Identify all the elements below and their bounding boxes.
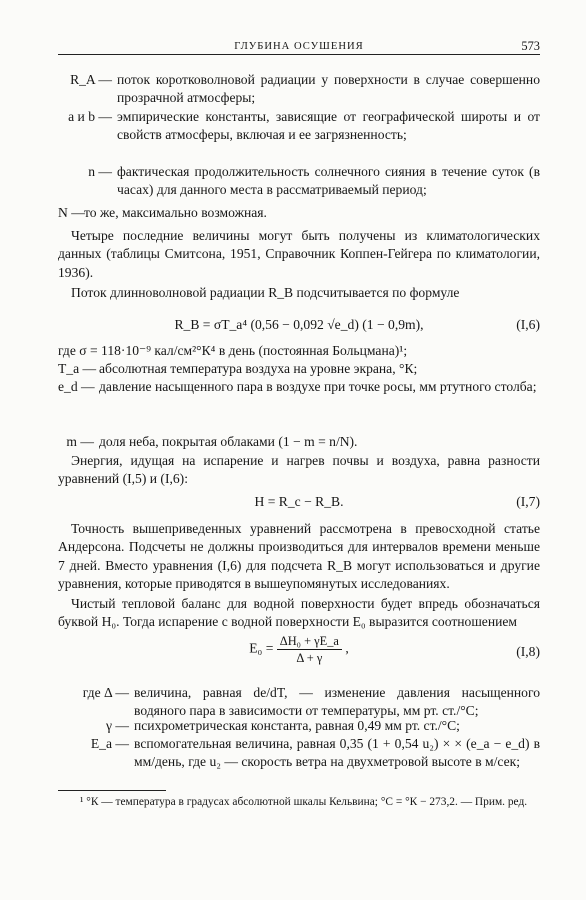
equation-formula: R_B = σT_a⁴ (0,56 − 0,092 √e_d) (1 − 0,9m), [174,317,424,332]
definition-text: величина, равная de/dT, — изменение давления насыщенного водяного пара в зависимости от температуры, мм рт. ст./°С; [134,685,540,719]
header-title: ГЛУБИНА ОСУШЕНИЯ [234,41,364,52]
equation-lhs: E₀ = [249,640,274,656]
definition-N [58,204,540,223]
fraction-numerator: ΔH₀ + γE_a [277,633,342,650]
definition-m [58,433,540,452]
definition-symbol: n — [88,164,112,179]
footnote-rule [58,790,166,791]
footnote: ¹ °К — температура в градусах абсолютной шкалы Кельвина; °С = °К − 273,2. — Прим. ред. [80,796,528,808]
definition-text: доля неба, покрытая облаками (1 − m = n/N). [99,434,358,449]
definition-text: фактическая продолжительность солнечного сияния в течение суток (в часах) для данного места в рассматриваемый период; [117,164,540,198]
definition-symbol: T_a — [58,361,97,376]
definition-text: психрометрическая константа, равная 0,49 мм рт. ст./°С; [134,718,460,733]
equation-number: (I,8) [516,644,540,659]
definition-symbol: γ — [106,718,129,733]
definition-symbol: a и b — [68,109,112,124]
equation-i6 [58,316,540,336]
definition-text: то же, максимально возможная. [84,205,267,220]
definition-symbol: m — [66,434,94,449]
paragraph-energy: Энергия, идущая на испарение и нагрев почвы и воздуха, равна разности уравнений (I,5) и (I,6): [58,453,540,487]
equation-i7 [58,493,540,513]
definition-a-b [58,108,540,163]
definition-symbol: N — [58,205,85,220]
definition-Ta [58,360,540,379]
definition-ra [58,71,540,108]
fraction-denominator: Δ + γ [296,651,323,665]
definition-symbol: R_A — [70,72,112,87]
paragraph-accuracy: Точность вышеприведенных уравнений рассмотрена в превосходной статье Андерсона. Подсчеты не должны производиться для интервалов времени меньше 7 дней. Вместо уравнения (I,6) для подсчета R_B могут использоваться и другие уравнения, которые приводятся в вышеупомянутых исследованиях. [58,521,540,592]
equation-number: (I,6) [516,317,540,332]
definition-text: эмпирические константы, зависящие от географической широты и от свойств атмосферы, включая и ее загрязненность; [117,109,540,143]
definition-text: давление насыщенного пара в воздухе при точке росы, мм ртутного столба; [99,379,537,394]
running-header [58,38,540,55]
definition-text: абсолютная температура воздуха на уровне экрана, °К; [99,361,418,376]
equation-i8 [58,631,540,677]
equation-formula [58,633,540,666]
definition-text: вспомогательная величина, равная 0,35 (1 + 0,54 u₂) × × (e_a − e_d) в мм/день, где u₂ — скорость ветра на двухметровой высоте в м/сек; [134,736,540,770]
page-number: 573 [521,39,540,53]
equation-tail: , [345,640,349,656]
fraction [277,633,342,666]
definition-gamma [58,717,540,736]
definition-symbol: e_d — [58,379,95,394]
definition-ea [58,735,540,790]
paragraph-heat-balance: Чистый тепловой баланс для водной поверхности будет впредь обозначаться буквой H₀. Тогда испарение с водной поверхности E₀ выразится соотношением [58,596,540,630]
equation-formula: H = R_c − R_B. [254,494,344,509]
paragraph-climate-data: Четыре последние величины могут быть получены из климатологических данных (таблицы Смитсона, 1951, Справочник Коппен-Гейгера по климатологии, 1936). [58,228,540,280]
definition-symbol: где Δ — [82,685,129,700]
definition-symbol: E_a — [90,736,129,751]
equation-number: (I,7) [516,494,540,509]
definition-ed [58,378,540,415]
paragraph-longwave: Поток длинноволновой радиации R_B подсчитывается по формуле [71,285,460,300]
where-sigma: где σ = 118·10⁻⁹ кал/см²°К⁴ в день (постоянная Больцмана)¹; [58,343,408,358]
definition-text: поток коротковолновой радиации у поверхности в случае совершенно прозрачной атмосферы; [117,72,540,106]
